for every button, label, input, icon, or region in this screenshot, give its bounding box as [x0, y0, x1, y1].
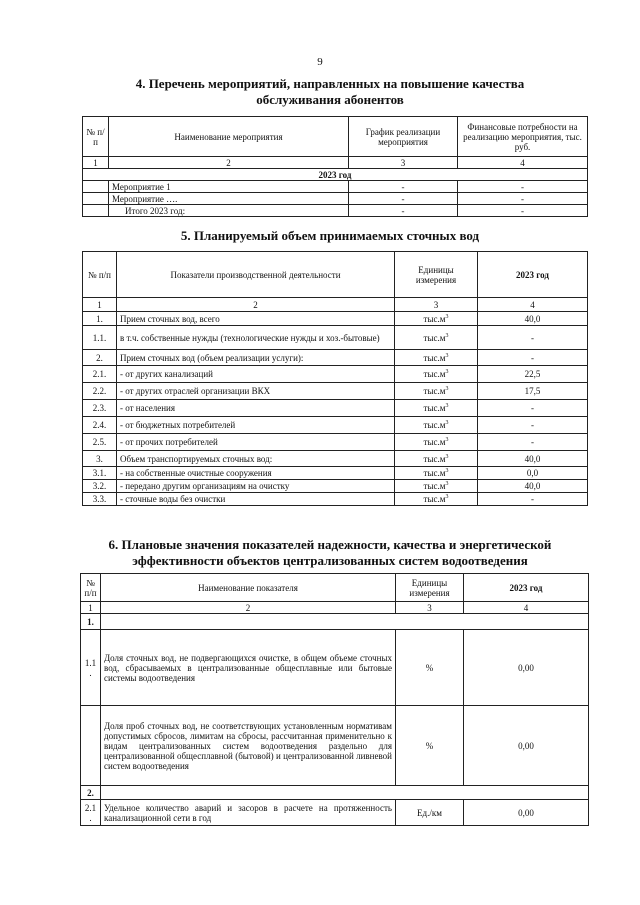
year-label: 2023 год: [83, 169, 588, 181]
table-row: [83, 383, 588, 400]
table-row: [83, 312, 588, 326]
table-row: [83, 480, 588, 493]
section4-table: [82, 116, 588, 217]
indicator-name: - на собственные очистные сооружения: [117, 467, 395, 480]
section5-title: 5. Планируемый объем принимаемых сточных вод: [180, 228, 480, 243]
table-row: [83, 434, 588, 451]
row-number: 2.3.: [83, 400, 117, 417]
table-row: [83, 193, 588, 205]
row-number: 3.1.: [83, 467, 117, 480]
value-cell: 40,0: [478, 480, 588, 493]
row-number: 1.: [83, 312, 117, 326]
indicator-name: Прием сточных вод (объем реализации услуги):: [117, 350, 395, 366]
group-row: [81, 786, 589, 800]
unit-sup: 3: [445, 453, 449, 460]
event-schedule: -: [349, 181, 458, 193]
page-number: 9: [317, 56, 323, 68]
unit-cell: %: [396, 630, 464, 706]
header-cell: 2023 год: [464, 574, 589, 602]
table-row: [83, 181, 588, 193]
unit-text: тыс.м: [423, 468, 446, 478]
unit-cell: [395, 400, 478, 417]
table-header-row: [83, 117, 588, 157]
event-finance: -: [458, 193, 588, 205]
col-number: 1: [83, 298, 117, 312]
col-number: 4: [458, 157, 588, 169]
col-number: 3: [395, 298, 478, 312]
group-row: [81, 614, 589, 630]
header-cell: Финансовые потребности на реализацию мероприятия, тыс. руб.: [458, 117, 588, 157]
unit-cell: [395, 350, 478, 366]
unit-text: тыс.м: [423, 313, 446, 324]
value-cell: -: [478, 326, 588, 350]
unit-text: тыс.м: [423, 481, 446, 491]
indicator-name: - от прочих потребителей: [117, 434, 395, 451]
year-row: [83, 169, 588, 181]
header-cell: Наименование мероприятия: [109, 117, 349, 157]
header-cell: График реализации мероприятия: [349, 117, 458, 157]
unit-sup: 3: [445, 332, 449, 339]
unit-cell: %: [396, 706, 464, 786]
event-finance: -: [458, 181, 588, 193]
unit-text: тыс.м: [423, 437, 446, 447]
indicator-name: Прием сточных вод, всего: [117, 312, 395, 326]
indicator-name: Удельное количество аварий и засоров в расчете на протяженность канализационной сети в год: [101, 800, 396, 826]
unit-text: тыс.м: [423, 453, 446, 464]
header-cell: Единицы измерения: [395, 252, 478, 298]
header-cell: 2023 год: [478, 252, 588, 298]
header-cell: № п/п: [83, 252, 117, 298]
section6-title-line2: эффективности объектов централизованных систем водоотведения: [132, 553, 528, 568]
col-number: 2: [101, 602, 396, 614]
unit-cell: [395, 467, 478, 480]
value-cell: 0,00: [464, 800, 589, 826]
value-cell: 22,5: [478, 366, 588, 383]
section4-title-line2: обслуживания абонентов: [256, 92, 404, 107]
row-number: 2.4.: [83, 417, 117, 434]
unit-text: тыс.м: [423, 403, 446, 413]
row-number: 2.1.: [83, 366, 117, 383]
header-cell: Показатели производственной деятельности: [117, 252, 395, 298]
value-cell: -: [478, 400, 588, 417]
event-schedule: -: [349, 193, 458, 205]
value-cell: 0,0: [478, 467, 588, 480]
header-cell: Наименование показателя: [101, 574, 396, 602]
unit-sup: 3: [445, 481, 449, 487]
indicator-name: - сточные воды без очистки: [117, 493, 395, 506]
table-row: [83, 350, 588, 366]
section6-title: [60, 537, 600, 569]
row-number: [81, 706, 101, 786]
row-number: 2.2.: [83, 383, 117, 400]
value-cell: -: [478, 417, 588, 434]
col-number: 4: [478, 298, 588, 312]
column-number-row: [83, 298, 588, 312]
section6-title-line1: 6. Плановые значения показателей надежности, качества и энергетической: [108, 537, 552, 552]
unit-text: тыс.м: [423, 494, 446, 504]
row-number: 2.5.: [83, 434, 117, 451]
event-schedule: -: [349, 205, 458, 217]
section4-title: [60, 76, 600, 108]
indicator-name: - от бюджетных потребителей: [117, 417, 395, 434]
table-row: [83, 493, 588, 506]
col-number: 2: [117, 298, 395, 312]
table-row: [83, 205, 588, 217]
unit-cell: [395, 417, 478, 434]
unit-cell: Ед./км: [396, 800, 464, 826]
table-row: [81, 630, 589, 706]
value-cell: 0,00: [464, 630, 589, 706]
row-number: 3.2.: [83, 480, 117, 493]
unit-sup: 3: [445, 437, 449, 443]
indicator-name: Доля проб сточных вод, не соответствующих установленным нормативам допустимых сбросов, лимитам на сбросы, рассчитанная применительно к видам централизованных систем водоотведения раздельно для централизованной общесплавной (бытовой) и централизованной ливневой систем водоотведения: [101, 706, 396, 786]
unit-sup: 3: [445, 386, 449, 392]
unit-sup: 3: [445, 313, 449, 320]
row-number: 3.: [83, 451, 117, 467]
unit-cell: [395, 383, 478, 400]
header-cell: Единицы измерения: [396, 574, 464, 602]
unit-text: тыс.м: [423, 332, 446, 343]
row-number: 2.1 .: [81, 800, 101, 826]
unit-cell: [395, 312, 478, 326]
unit-text: тыс.м: [423, 420, 446, 430]
unit-cell: [395, 326, 478, 350]
row-number: 2.: [83, 350, 117, 366]
column-number-row: [83, 157, 588, 169]
table-row: [83, 417, 588, 434]
table-row: [83, 326, 588, 350]
unit-sup: 3: [445, 352, 449, 359]
table-row: [83, 467, 588, 480]
unit-sup: 3: [445, 494, 449, 500]
col-number: 2: [109, 157, 349, 169]
row-number: 1.1 .: [81, 630, 101, 706]
column-number-row: [81, 602, 589, 614]
col-number: 3: [396, 602, 464, 614]
unit-sup: 3: [445, 403, 449, 409]
table-row: [83, 366, 588, 383]
section5-table: [82, 251, 588, 506]
table-row: [81, 800, 589, 826]
header-cell: № п/п: [83, 117, 109, 157]
indicator-name: - от населения: [117, 400, 395, 417]
section4-title-line1: 4. Перечень мероприятий, направленных на повышение качества: [135, 76, 525, 91]
row-number: 3.3.: [83, 493, 117, 506]
unit-cell: [395, 366, 478, 383]
group-number: 1.: [81, 614, 101, 630]
indicator-name: Доля сточных вод, не подвергающихся очистке, в общем объеме сточных вод, сбрасываемых в централизованные общесплавные или бытовые системы водоотведения: [101, 630, 396, 706]
unit-sup: 3: [445, 468, 449, 474]
col-number: 1: [81, 602, 101, 614]
indicator-name: в т.ч. собственные нужды (технологические нужды и хоз.-бытовые): [117, 326, 395, 350]
col-number: 1: [83, 157, 109, 169]
indicator-name: - передано другим организациям на очистку: [117, 480, 395, 493]
col-number: 4: [464, 602, 589, 614]
value-cell: -: [478, 493, 588, 506]
indicator-name: - от других канализаций: [117, 366, 395, 383]
unit-text: тыс.м: [423, 369, 446, 379]
table-header-row: [83, 252, 588, 298]
unit-text: тыс.м: [423, 352, 446, 363]
section6-table: [80, 573, 589, 826]
table-row: [81, 706, 589, 786]
indicator-name: - от других отраслей организации ВКХ: [117, 383, 395, 400]
unit-text: тыс.м: [423, 386, 446, 396]
value-cell: 40,0: [478, 312, 588, 326]
header-cell: № п/п: [81, 574, 101, 602]
unit-cell: [395, 493, 478, 506]
table-header-row: [81, 574, 589, 602]
event-finance: -: [458, 205, 588, 217]
unit-cell: [395, 451, 478, 467]
row-number: 1.1.: [83, 326, 117, 350]
group-number: 2.: [81, 786, 101, 800]
value-cell: 40,0: [478, 451, 588, 467]
unit-cell: [395, 434, 478, 451]
indicator-name: Объем транспортируемых сточных вод:: [117, 451, 395, 467]
value-cell: 17,5: [478, 383, 588, 400]
value-cell: 0,00: [464, 706, 589, 786]
unit-cell: [395, 480, 478, 493]
event-name: Мероприятие ….: [109, 193, 349, 205]
value-cell: -: [478, 434, 588, 451]
col-number: 3: [349, 157, 458, 169]
value-cell: -: [478, 350, 588, 366]
unit-sup: 3: [445, 369, 449, 375]
event-name: Мероприятие 1: [109, 181, 349, 193]
table-row: [83, 451, 588, 467]
event-name: Итого 2023 год:: [109, 205, 349, 217]
unit-sup: 3: [445, 420, 449, 426]
table-row: [83, 400, 588, 417]
